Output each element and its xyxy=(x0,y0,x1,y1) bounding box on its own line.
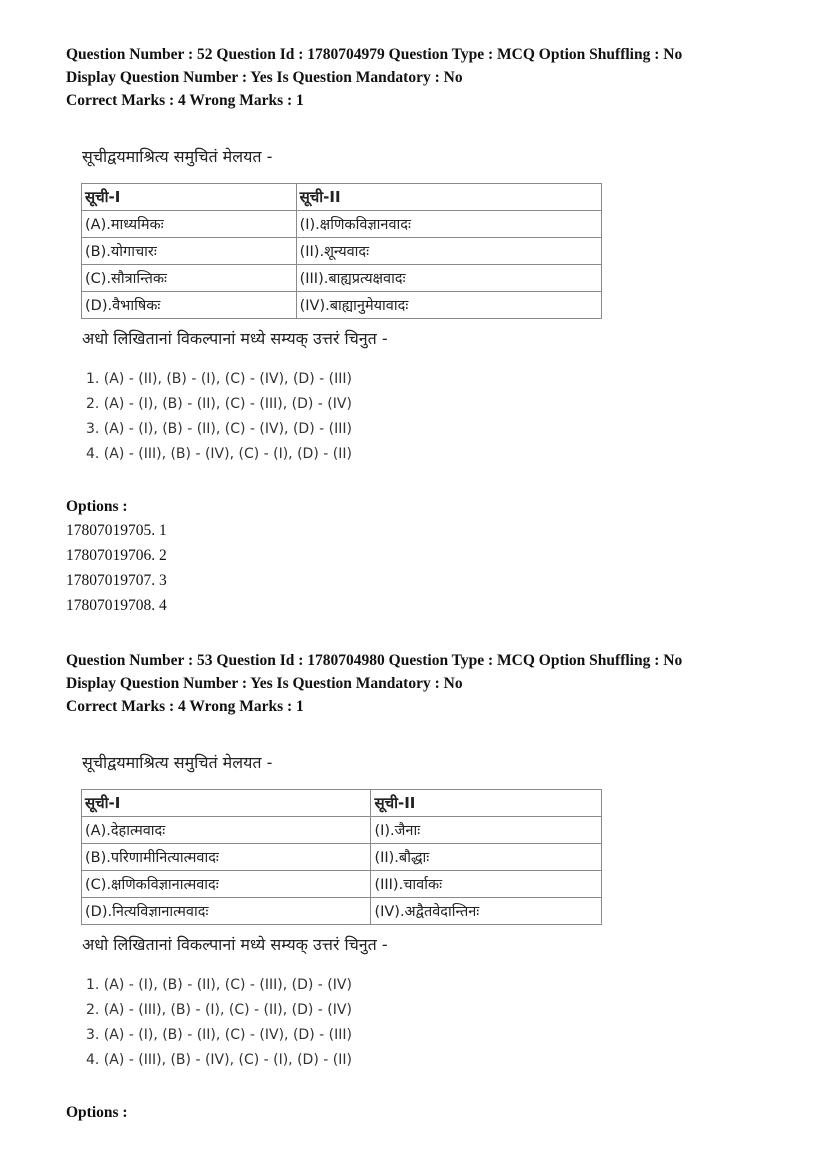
table-cell: (II).बौद्धाः xyxy=(371,844,602,871)
answer-choice: 2. (A) - (I), (B) - (II), (C) - (III), (D) - (IV) xyxy=(86,396,352,412)
table-row xyxy=(82,265,602,292)
table-header-cell: सूची-II xyxy=(296,184,601,211)
option-id: 17807019707. 3 xyxy=(66,572,167,589)
table-cell: (IV).बाह्यानुमेयावादः xyxy=(296,292,601,319)
question-53-meta xyxy=(66,649,786,718)
answer-choice: 1. (A) - (I), (B) - (II), (C) - (III), (D) - (IV) xyxy=(86,977,352,993)
question-53-prompt: सूचीद्वयमाश्रित्य समुचितं मेलयत - xyxy=(82,753,273,772)
question-52-match-table xyxy=(81,183,602,319)
question-meta-line: Question Number : 53 Question Id : 1780704980 Question Type : MCQ Option Shuffling : No xyxy=(66,652,683,669)
table-cell: (IV).अद्वैतवेदान्तिनः xyxy=(371,898,602,925)
table-cell: (A).देहात्मवादः xyxy=(82,817,371,844)
marks-line: Correct Marks : 4 Wrong Marks : 1 xyxy=(66,92,304,109)
answer-choice: 2. (A) - (III), (B) - (I), (C) - (II), (D) - (IV) xyxy=(86,1002,352,1018)
table-cell: (A).माध्यमिकः xyxy=(82,211,297,238)
question-53-instruction: अधो लिखितानां विकल्पानां मध्ये सम्यक् उत्तरं चिनुत - xyxy=(82,935,388,954)
table-row xyxy=(82,844,602,871)
table-cell: (C).क्षणिकविज्ञानात्मवादः xyxy=(82,871,371,898)
table-row xyxy=(82,292,602,319)
question-meta-line: Display Question Number : Yes Is Question Mandatory : No xyxy=(66,69,463,86)
table-header-cell: सूची-II xyxy=(371,790,602,817)
table-row xyxy=(82,871,602,898)
question-meta-line: Question Number : 52 Question Id : 1780704979 Question Type : MCQ Option Shuffling : No xyxy=(66,46,683,63)
table-cell: (I).क्षणिकविज्ञानवादः xyxy=(296,211,601,238)
table-row xyxy=(82,211,602,238)
table-header-row xyxy=(82,184,602,211)
table-row xyxy=(82,898,602,925)
question-52-instruction: अधो लिखितानां विकल्पानां मध्ये सम्यक् उत्तरं चिनुत - xyxy=(82,329,388,348)
table-cell: (III).बाह्यप्रत्यक्षवादः xyxy=(296,265,601,292)
option-id: 17807019708. 4 xyxy=(66,597,167,614)
question-52-choices xyxy=(86,367,352,467)
question-meta-line: Display Question Number : Yes Is Question Mandatory : No xyxy=(66,675,463,692)
table-row xyxy=(82,817,602,844)
table-cell: (D).वैभाषिकः xyxy=(82,292,297,319)
question-52-prompt: सूचीद्वयमाश्रित्य समुचितं मेलयत - xyxy=(82,147,273,166)
answer-choice: 4. (A) - (III), (B) - (IV), (C) - (I), (D) - (II) xyxy=(86,1052,352,1068)
table-cell: (B).परिणामीनित्यात्मवादः xyxy=(82,844,371,871)
question-53-choices xyxy=(86,973,352,1073)
option-id: 17807019705. 1 xyxy=(66,522,167,539)
option-id: 17807019706. 2 xyxy=(66,547,167,564)
question-53-match-table xyxy=(81,789,602,925)
table-cell: (C).सौत्रान्तिकः xyxy=(82,265,297,292)
table-header-cell: सूची-I xyxy=(82,184,297,211)
table-header-row xyxy=(82,790,602,817)
options-heading: Options : xyxy=(66,1104,128,1121)
answer-choice: 1. (A) - (II), (B) - (I), (C) - (IV), (D) - (III) xyxy=(86,371,352,387)
answer-choice: 3. (A) - (I), (B) - (II), (C) - (IV), (D) - (III) xyxy=(86,1027,352,1043)
options-heading: Options : xyxy=(66,498,128,515)
question-52-option-ids xyxy=(66,518,167,618)
table-cell: (D).नित्यविज्ञानात्मवादः xyxy=(82,898,371,925)
table-cell: (I).जैनाः xyxy=(371,817,602,844)
table-row xyxy=(82,238,602,265)
question-52-meta xyxy=(66,43,786,112)
marks-line: Correct Marks : 4 Wrong Marks : 1 xyxy=(66,698,304,715)
table-cell: (B).योगाचारः xyxy=(82,238,297,265)
table-header-cell: सूची-I xyxy=(82,790,371,817)
answer-choice: 3. (A) - (I), (B) - (II), (C) - (IV), (D) - (III) xyxy=(86,421,352,437)
answer-choice: 4. (A) - (III), (B) - (IV), (C) - (I), (D) - (II) xyxy=(86,446,352,462)
table-cell: (III).चार्वाकः xyxy=(371,871,602,898)
table-cell: (II).शून्यवादः xyxy=(296,238,601,265)
